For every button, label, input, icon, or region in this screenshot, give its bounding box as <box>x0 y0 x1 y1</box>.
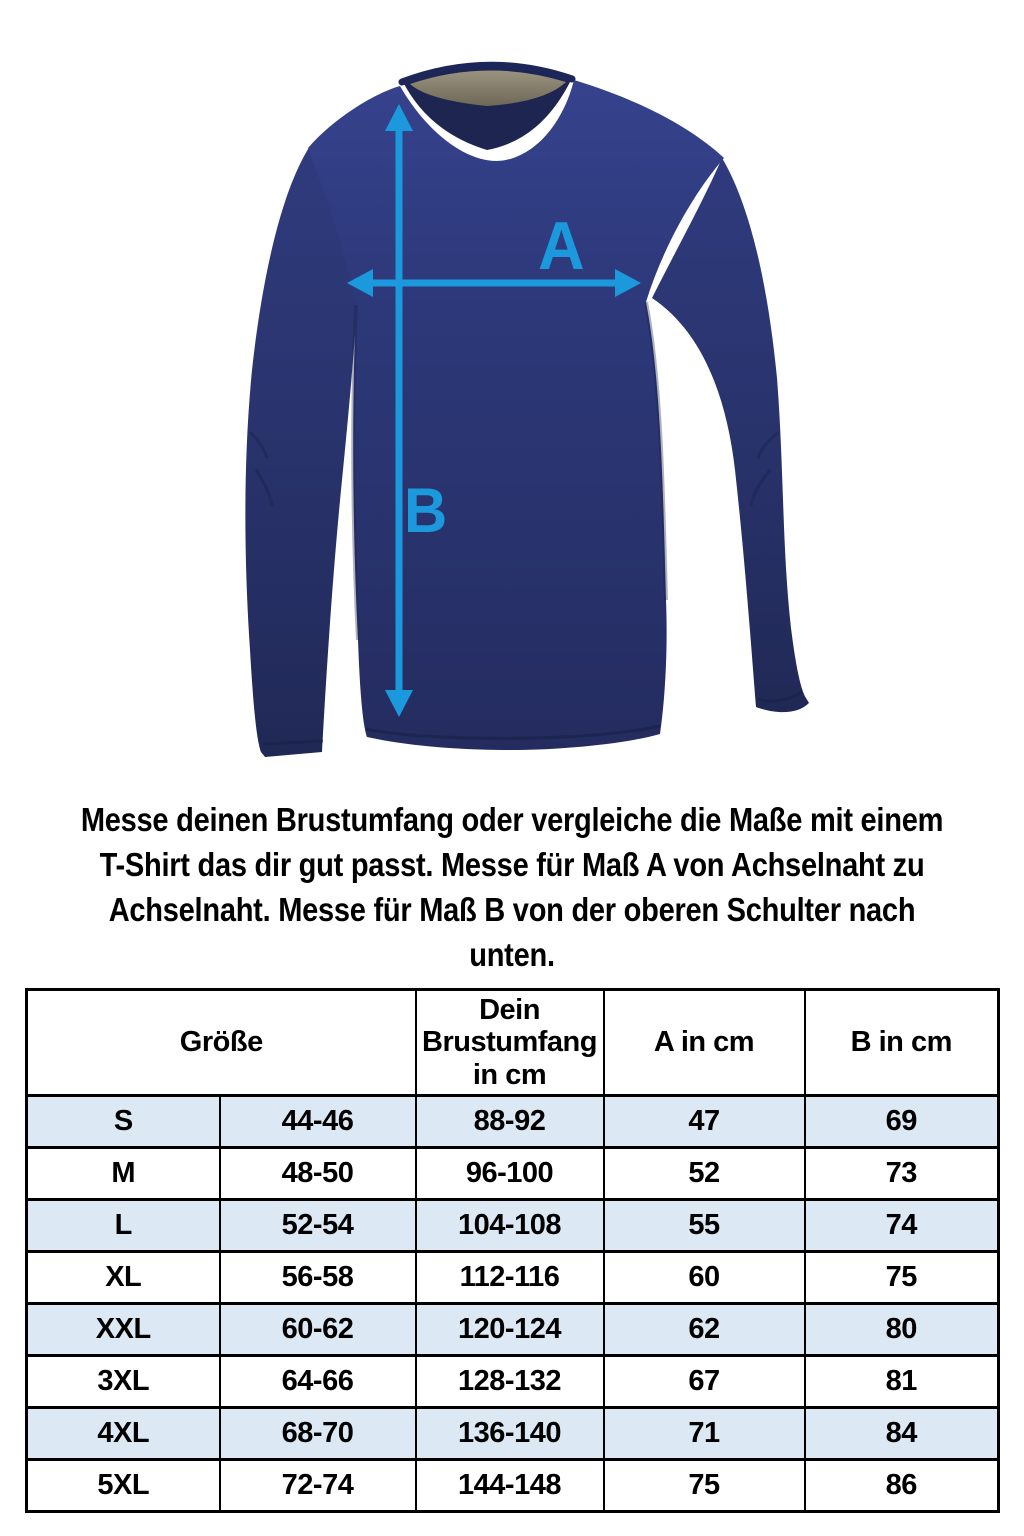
cell-range: 52-54 <box>220 1200 416 1252</box>
cell-size: S <box>27 1096 220 1148</box>
col-header-chest: Dein Brustumfang in cm <box>416 990 604 1096</box>
cell-a: 55 <box>604 1200 805 1252</box>
cell-a: 75 <box>604 1460 805 1512</box>
cell-b: 86 <box>805 1460 999 1512</box>
cell-chest: 144-148 <box>416 1460 604 1512</box>
cell-size: 4XL <box>27 1408 220 1460</box>
col-header-a: A in cm <box>604 990 805 1096</box>
cell-b: 84 <box>805 1408 999 1460</box>
table-row-5xl <box>27 1460 999 1512</box>
cell-a: 52 <box>604 1148 805 1200</box>
cell-range: 72-74 <box>220 1460 416 1512</box>
cell-b: 81 <box>805 1356 999 1408</box>
cell-range: 48-50 <box>220 1148 416 1200</box>
table-row-3xl <box>27 1356 999 1408</box>
cell-chest: 88-92 <box>416 1096 604 1148</box>
cell-b: 73 <box>805 1148 999 1200</box>
measure-label-b: B <box>404 476 448 546</box>
cell-b: 75 <box>805 1252 999 1304</box>
cell-b: 69 <box>805 1096 999 1148</box>
instruction-line: Messe deinen Brustumfang oder vergleiche die Maße mit einem <box>80 801 944 838</box>
cell-size: 5XL <box>27 1460 220 1512</box>
cell-range: 60-62 <box>220 1304 416 1356</box>
cell-chest: 96-100 <box>416 1148 604 1200</box>
cell-b: 74 <box>805 1200 999 1252</box>
instruction-line: Achselnaht. Messe für Maß B von der oberen Schulter nach <box>108 891 916 928</box>
cell-chest: 112-116 <box>416 1252 604 1304</box>
col-header-size: Größe <box>27 990 416 1096</box>
cell-chest: 104-108 <box>416 1200 604 1252</box>
cell-chest: 120-124 <box>416 1304 604 1356</box>
cell-a: 67 <box>604 1356 805 1408</box>
cell-size: L <box>27 1200 220 1252</box>
cell-a: 47 <box>604 1096 805 1148</box>
cell-size: XL <box>27 1252 220 1304</box>
instruction-line: unten. <box>469 936 555 973</box>
cell-chest: 136-140 <box>416 1408 604 1460</box>
cell-range: 56-58 <box>220 1252 416 1304</box>
cell-size: M <box>27 1148 220 1200</box>
cell-range: 44-46 <box>220 1096 416 1148</box>
size-table-container <box>25 988 997 1513</box>
cell-range: 68-70 <box>220 1408 416 1460</box>
cell-a: 62 <box>604 1304 805 1356</box>
size-table-header-row <box>27 990 999 1096</box>
measure-label-a: A <box>538 208 585 284</box>
cell-a: 60 <box>604 1252 805 1304</box>
tshirt-sleeve-right <box>652 158 809 712</box>
table-row-s <box>27 1096 999 1148</box>
instruction-line: T-Shirt das dir gut passt. Messe für Maß A von Achselnaht zu <box>99 846 925 883</box>
table-row-xxl <box>27 1304 999 1356</box>
table-row-l <box>27 1200 999 1252</box>
col-header-b: B in cm <box>805 990 999 1096</box>
table-row-m <box>27 1148 999 1200</box>
table-row-xl <box>27 1252 999 1304</box>
cell-size: 3XL <box>27 1356 220 1408</box>
cell-chest: 128-132 <box>416 1356 604 1408</box>
cell-size: XXL <box>27 1304 220 1356</box>
table-row-4xl <box>27 1408 999 1460</box>
cell-b: 80 <box>805 1304 999 1356</box>
cell-a: 71 <box>604 1408 805 1460</box>
size-table <box>25 988 1000 1513</box>
tshirt-body <box>308 80 724 750</box>
cell-range: 64-66 <box>220 1356 416 1408</box>
measuring-instructions <box>61 797 962 977</box>
